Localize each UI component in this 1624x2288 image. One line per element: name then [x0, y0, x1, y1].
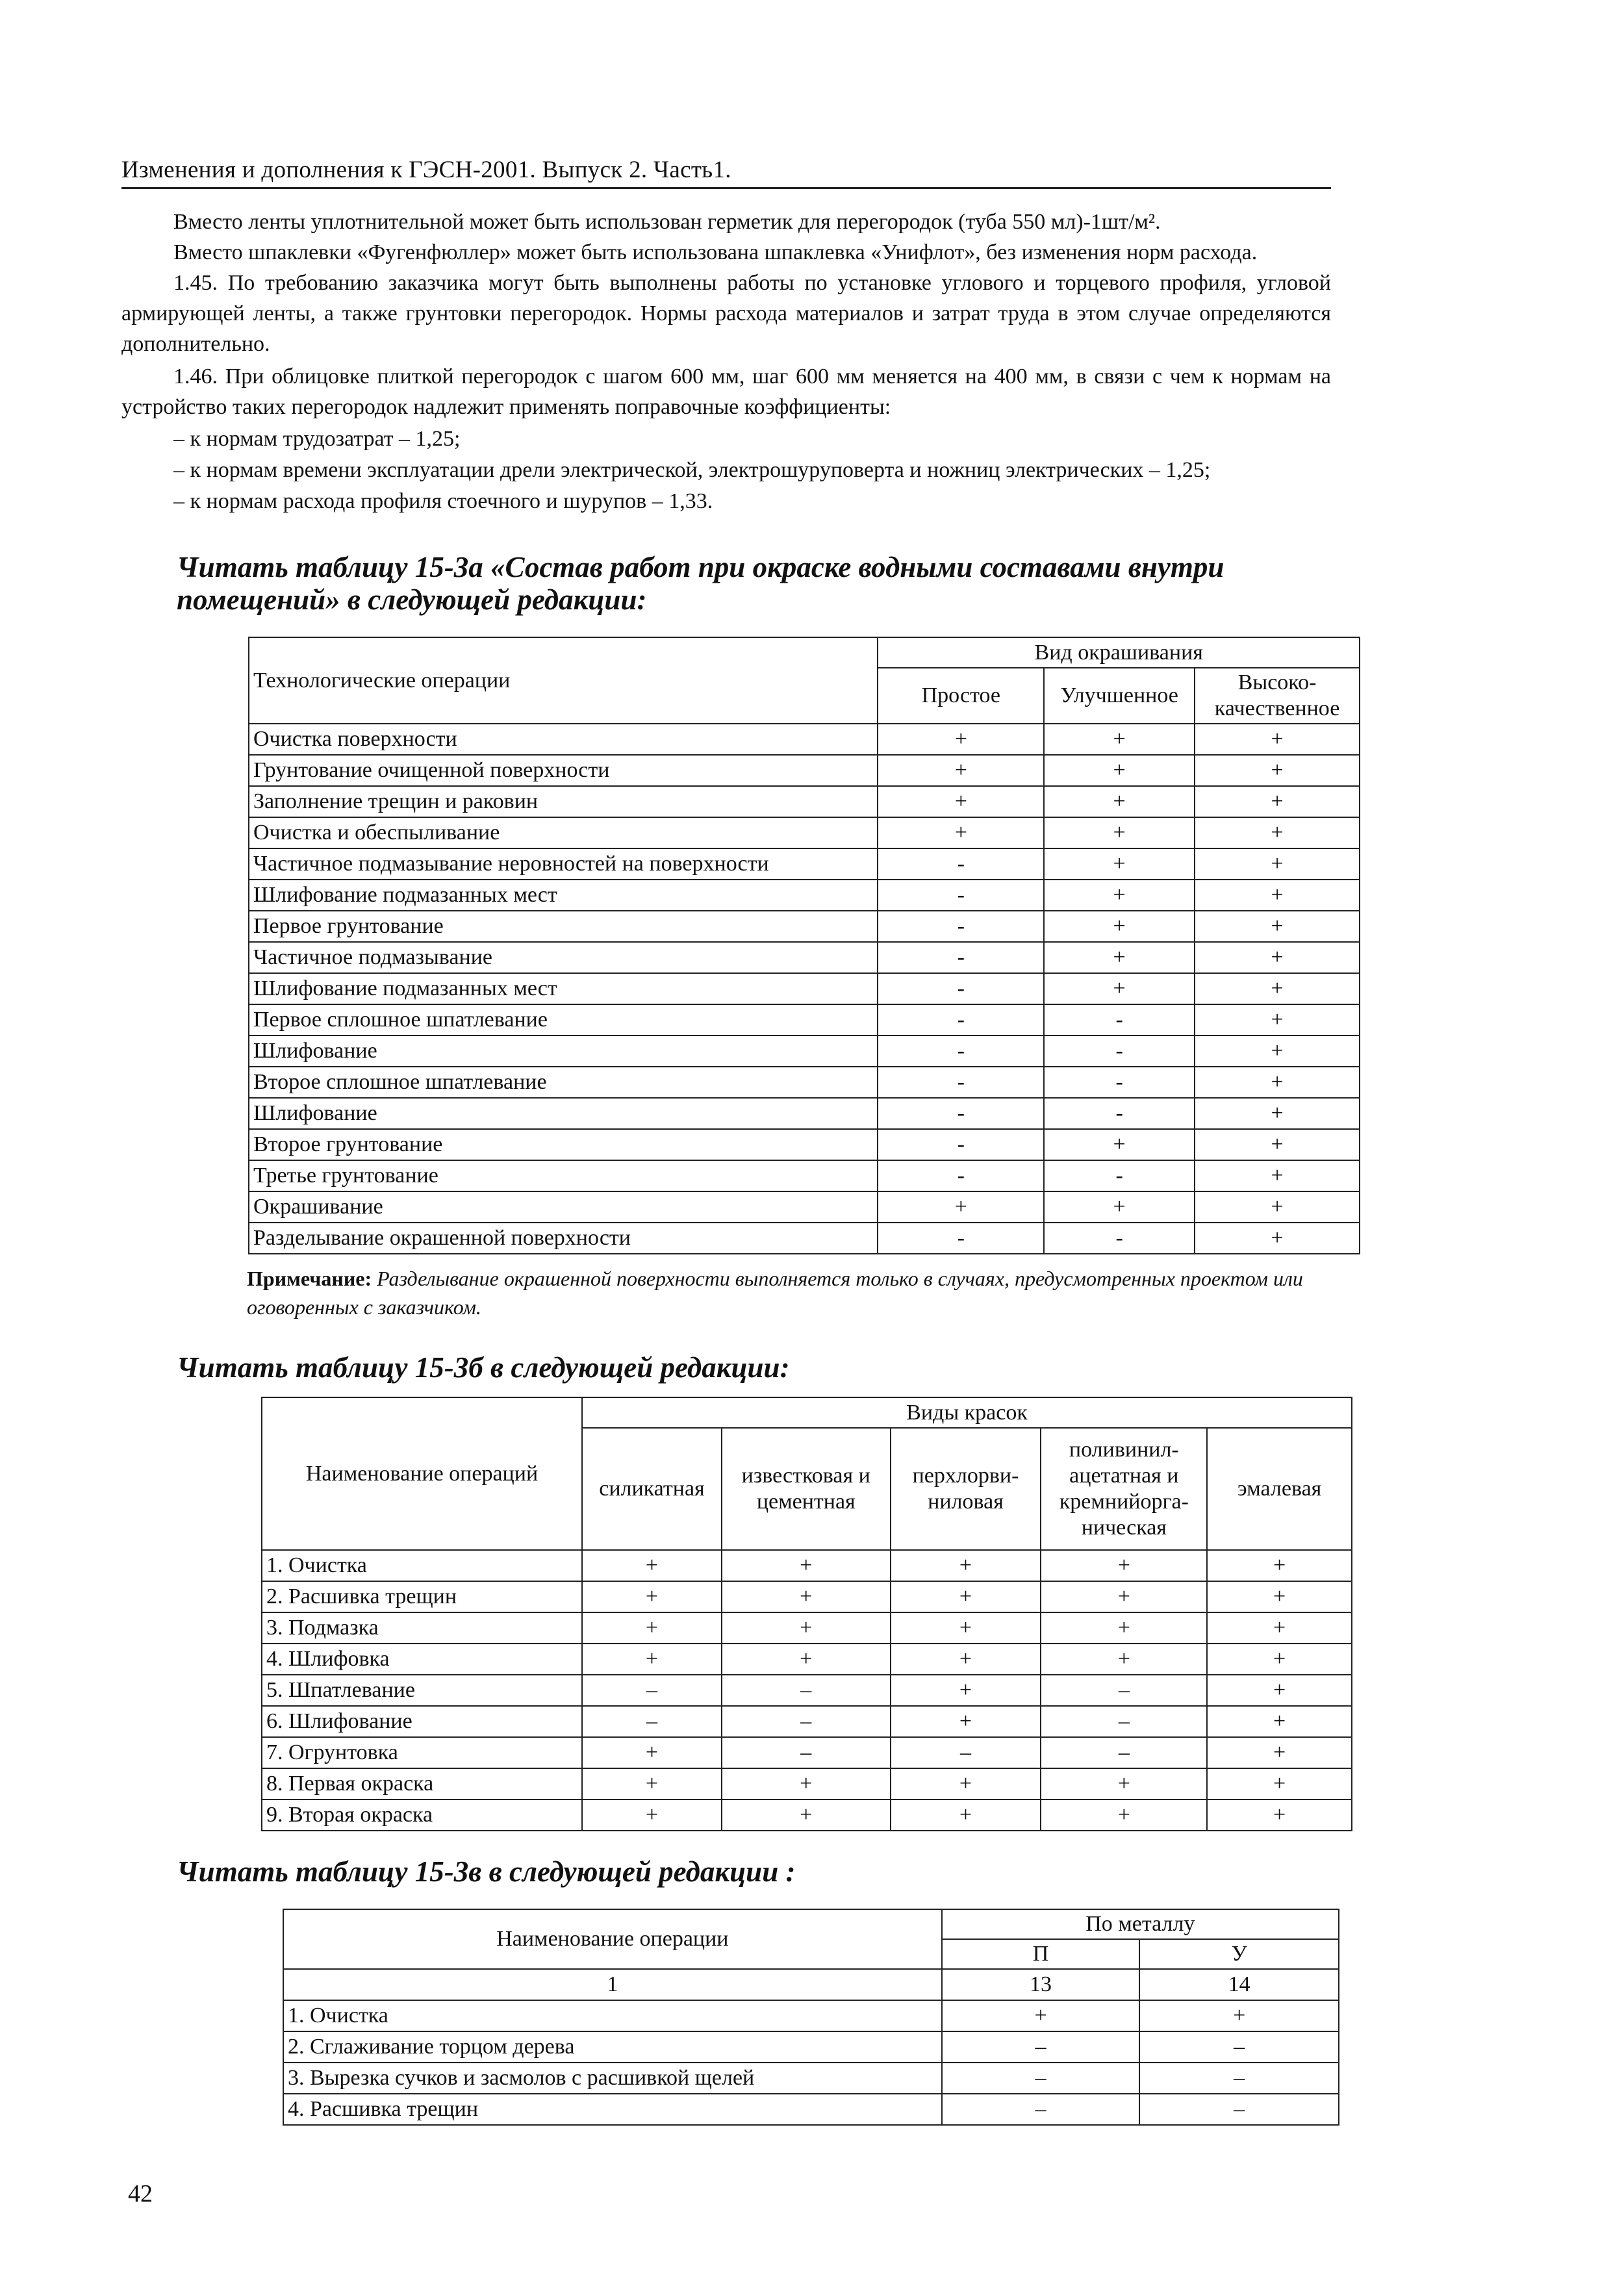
row-mark: + — [891, 1612, 1041, 1644]
row-operation-name: 4. Шлифовка — [262, 1644, 582, 1675]
row-mark: + — [582, 1644, 722, 1675]
paragraph-1-46: 1.46. При облицовке плиткой перегородок с шагом 600 мм, шаг 600 мм меняется на 400 мм, в связи с чем к нормам на устройство таких перегородок надлежит применять поправочные коэффициенты: — [121, 364, 1331, 419]
table-row — [249, 848, 1360, 880]
row-mark: + — [582, 1550, 722, 1581]
row-mark: + — [1044, 973, 1195, 1004]
row-mark: + — [722, 1799, 891, 1831]
table-row — [249, 1160, 1360, 1191]
row-mark: - — [1044, 1098, 1195, 1129]
row-operation-name: Шлифование подмазанных мест — [249, 880, 878, 911]
table-row — [262, 1550, 1352, 1581]
table-row — [249, 755, 1360, 786]
row-mark: + — [582, 1737, 722, 1768]
row-mark: – — [722, 1706, 891, 1737]
page-number: 42 — [128, 2180, 153, 2207]
table-row — [249, 1191, 1360, 1223]
table-c-number: 13 — [942, 1969, 1140, 2000]
row-mark: + — [722, 1581, 891, 1612]
row-operation-name: 5. Шпатлевание — [262, 1675, 582, 1706]
row-mark: – — [891, 1737, 1041, 1768]
bullet-labor: – к нормам трудозатрат – 1,25; — [173, 427, 461, 451]
row-mark: + — [1195, 1004, 1360, 1036]
row-mark: + — [891, 1706, 1041, 1737]
table-a-heading: Читать таблицу 15-3а «Состав работ при окраске водными составами внутри помещений» в следующей редакции: — [177, 551, 1224, 616]
row-mark: – — [1041, 1737, 1207, 1768]
row-mark: + — [1195, 1223, 1360, 1254]
row-mark: + — [1044, 848, 1195, 880]
table-row — [283, 2000, 1339, 2031]
row-operation-name: Окрашивание — [249, 1191, 878, 1223]
row-operation-name: 2. Расшивка трещин — [262, 1581, 582, 1612]
table-c-group-header: По металлу — [942, 1909, 1339, 1939]
row-operation-name: Частичное подмазывание неровностей на поверхности — [249, 848, 878, 880]
row-mark: – — [722, 1675, 891, 1706]
table-row — [249, 973, 1360, 1004]
table-row — [283, 2063, 1339, 2094]
row-mark: + — [1207, 1737, 1352, 1768]
row-mark: + — [1207, 1612, 1352, 1644]
note-label: Примечание: — [247, 1267, 372, 1290]
row-mark: + — [1195, 880, 1360, 911]
bullet-profile: – к нормам расхода профиля стоечного и шурупов – 1,33. — [173, 489, 713, 513]
row-mark: – — [1041, 1675, 1207, 1706]
row-mark: - — [878, 1098, 1044, 1129]
table-c-col-header: Наименование операции — [283, 1909, 942, 1969]
row-operation-name: Очистка и обеспыливание — [249, 817, 878, 848]
row-operation-name: Шлифование — [249, 1098, 878, 1129]
row-mark: + — [722, 1612, 891, 1644]
table-row — [262, 1581, 1352, 1612]
row-operation-name: 7. Огрунтовка — [262, 1737, 582, 1768]
table-b-col-header: Наименование операций — [262, 1397, 582, 1550]
table-b-subheader: известковая и цементная — [722, 1428, 891, 1550]
table-c-heading: Читать таблицу 15-3в в следующей редакции : — [177, 1855, 796, 1888]
table-row — [262, 1768, 1352, 1799]
row-mark: + — [1207, 1675, 1352, 1706]
table-b-subheader: эмалевая — [1207, 1428, 1352, 1550]
row-mark: + — [1041, 1550, 1207, 1581]
row-mark: – — [582, 1675, 722, 1706]
row-mark: + — [1195, 848, 1360, 880]
row-operation-name: Грунтование очищенной поверхности — [249, 755, 878, 786]
row-mark: + — [1041, 1581, 1207, 1612]
note-text: Разделывание окрашенной поверхности выполняется только в случаях, предусмотренных проектом или оговоренных с заказчиком. — [247, 1267, 1303, 1319]
row-operation-name: 9. Вторая окраска — [262, 1799, 582, 1831]
row-mark: + — [1044, 880, 1195, 911]
row-operation-name: Второе сплошное шпатлевание — [249, 1067, 878, 1098]
row-operation-name: Шлифование подмазанных мест — [249, 973, 878, 1004]
row-mark: + — [1041, 1768, 1207, 1799]
table-c-number: 14 — [1139, 1969, 1339, 2000]
row-operation-name: 1. Очистка — [262, 1550, 582, 1581]
row-mark: + — [582, 1768, 722, 1799]
row-mark: + — [1195, 786, 1360, 817]
row-mark: + — [1041, 1612, 1207, 1644]
row-mark: + — [582, 1581, 722, 1612]
row-mark: + — [1195, 911, 1360, 942]
row-mark: - — [878, 942, 1044, 973]
row-mark: – — [722, 1737, 891, 1768]
table-c-subheader: У — [1139, 1939, 1339, 1969]
table-a-subheader: Улучшенное — [1044, 668, 1195, 724]
row-mark: + — [1195, 1129, 1360, 1160]
table-b-subheader: поливинил-ацетатная и кремнийорга-ническая — [1041, 1428, 1207, 1550]
paragraph-putty: Вместо шпаклевки «Фугенфюллер» может быть использована шпаклевка «Унифлот», без изменения норм расхода. — [173, 240, 1258, 264]
row-mark: - — [878, 1129, 1044, 1160]
row-operation-name: Частичное подмазывание — [249, 942, 878, 973]
row-operation-name: Шлифование — [249, 1036, 878, 1067]
row-mark: + — [1195, 973, 1360, 1004]
table-row — [249, 1223, 1360, 1254]
bullet-equipment: – к нормам времени эксплуатации дрели электрической, электрошуруповерта и ножниц электрических – 1,25; — [173, 458, 1211, 482]
table-15-3a — [248, 637, 1360, 1254]
row-operation-name: Заполнение трещин и раковин — [249, 786, 878, 817]
row-mark: + — [1207, 1644, 1352, 1675]
table-a-subheader: Простое — [878, 668, 1044, 724]
table-b-heading: Читать таблицу 15-3б в следующей редакции: — [177, 1351, 790, 1384]
row-operation-name: 8. Первая окраска — [262, 1768, 582, 1799]
running-header: Изменения и дополнения к ГЭСН-2001. Выпуск 2. Часть1. — [121, 153, 1331, 189]
row-mark: + — [878, 817, 1044, 848]
table-row — [249, 911, 1360, 942]
table-row — [283, 2094, 1339, 2125]
table-row — [262, 1675, 1352, 1706]
row-mark: + — [1195, 1067, 1360, 1098]
table-row — [262, 1737, 1352, 1768]
table-row — [249, 1004, 1360, 1036]
row-mark: + — [1207, 1581, 1352, 1612]
row-mark: + — [1195, 755, 1360, 786]
row-mark: + — [1041, 1644, 1207, 1675]
table-a-subheader: Высоко-качественное — [1195, 668, 1360, 724]
row-operation-name: 3. Подмазка — [262, 1612, 582, 1644]
row-mark: + — [1195, 1036, 1360, 1067]
table-a-group-header: Вид окрашивания — [878, 637, 1360, 668]
table-row — [249, 942, 1360, 973]
row-mark: - — [878, 1004, 1044, 1036]
table-row — [262, 1644, 1352, 1675]
row-operation-name: 2. Сглаживание торцом дерева — [283, 2031, 942, 2063]
row-mark: + — [1044, 817, 1195, 848]
row-mark: + — [722, 1768, 891, 1799]
row-mark: - — [878, 1036, 1044, 1067]
row-mark: - — [1044, 1036, 1195, 1067]
table-b-subheader: силикатная — [582, 1428, 722, 1550]
row-operation-name: 1. Очистка — [283, 2000, 942, 2031]
row-mark: + — [878, 724, 1044, 755]
row-mark: – — [1139, 2063, 1339, 2094]
row-mark: + — [891, 1581, 1041, 1612]
row-mark: + — [891, 1644, 1041, 1675]
row-mark: + — [878, 1191, 1044, 1223]
row-operation-name: Второе грунтование — [249, 1129, 878, 1160]
row-mark: + — [582, 1799, 722, 1831]
row-operation-name: 3. Вырезка сучков и засмолов с расшивкой щелей — [283, 2063, 942, 2094]
table-row — [283, 2031, 1339, 2063]
row-mark: + — [1207, 1550, 1352, 1581]
row-mark: – — [1139, 2094, 1339, 2125]
row-mark: + — [1044, 1191, 1195, 1223]
row-mark: + — [1195, 817, 1360, 848]
row-mark: - — [878, 911, 1044, 942]
table-row — [249, 1129, 1360, 1160]
row-mark: + — [891, 1675, 1041, 1706]
row-operation-name: 4. Расшивка трещин — [283, 2094, 942, 2125]
table-15-3v — [283, 1909, 1339, 2126]
row-mark: - — [878, 1223, 1044, 1254]
table-row — [249, 880, 1360, 911]
table-row — [249, 1098, 1360, 1129]
row-mark: – — [942, 2031, 1140, 2063]
table-row — [249, 817, 1360, 848]
table-15-3b — [261, 1397, 1352, 1831]
row-mark: + — [1139, 2000, 1339, 2031]
paragraph-1-45: 1.45. По требованию заказчика могут быть выполнены работы по установке углового и торцевого профиля, угловой армирующей ленты, а также грунтовки перегородок. Нормы расхода материалов и затрат труда в этом случае определяются дополнительно. — [121, 271, 1331, 356]
table-row — [262, 1706, 1352, 1737]
row-mark: + — [1195, 724, 1360, 755]
row-mark: - — [1044, 1067, 1195, 1098]
row-operation-name: Третье грунтование — [249, 1160, 878, 1191]
row-mark: + — [878, 786, 1044, 817]
row-mark: + — [1207, 1706, 1352, 1737]
row-mark: + — [1044, 942, 1195, 973]
table-row — [249, 786, 1360, 817]
row-mark: + — [1207, 1799, 1352, 1831]
row-operation-name: 6. Шлифование — [262, 1706, 582, 1737]
row-mark: - — [878, 1067, 1044, 1098]
row-mark: + — [1044, 786, 1195, 817]
table-row — [262, 1799, 1352, 1831]
table-row — [249, 1036, 1360, 1067]
row-mark: – — [582, 1706, 722, 1737]
row-mark: + — [1044, 1129, 1195, 1160]
row-mark: - — [1044, 1004, 1195, 1036]
row-operation-name: Первое грунтование — [249, 911, 878, 942]
row-mark: - — [1044, 1223, 1195, 1254]
row-mark: + — [891, 1768, 1041, 1799]
row-mark: + — [891, 1550, 1041, 1581]
row-mark: + — [722, 1644, 891, 1675]
table-a-col-header: Технологические операции — [249, 637, 878, 724]
row-mark: – — [1041, 1706, 1207, 1737]
row-mark: - — [1044, 1160, 1195, 1191]
row-mark: + — [942, 2000, 1140, 2031]
row-mark: + — [1041, 1799, 1207, 1831]
row-mark: + — [1044, 911, 1195, 942]
row-mark: + — [1195, 1160, 1360, 1191]
row-mark: - — [878, 848, 1044, 880]
row-operation-name: Первое сплошное шпатлевание — [249, 1004, 878, 1036]
table-c-subheader: П — [942, 1939, 1140, 1969]
table-b-subheader: перхлорви-ниловая — [891, 1428, 1041, 1550]
row-mark: + — [1195, 942, 1360, 973]
row-mark: + — [1044, 724, 1195, 755]
row-mark: + — [878, 755, 1044, 786]
table-c-number: 1 — [283, 1969, 942, 2000]
row-mark: – — [1139, 2031, 1339, 2063]
row-operation-name: Очистка поверхности — [249, 724, 878, 755]
table-a-note — [247, 1264, 1341, 1321]
row-mark: - — [878, 880, 1044, 911]
paragraph-sealant: Вместо ленты уплотнительной может быть использован герметик для перегородок (туба 550 мл)-1шт/м². — [173, 210, 1161, 234]
row-mark: – — [942, 2063, 1140, 2094]
table-row — [249, 1067, 1360, 1098]
table-b-group-header: Виды красок — [582, 1397, 1352, 1428]
row-mark: + — [722, 1550, 891, 1581]
row-operation-name: Разделывание окрашенной поверхности — [249, 1223, 878, 1254]
row-mark: - — [878, 973, 1044, 1004]
row-mark: + — [891, 1799, 1041, 1831]
row-mark: - — [878, 1160, 1044, 1191]
row-mark: + — [1207, 1768, 1352, 1799]
row-mark: + — [1195, 1191, 1360, 1223]
row-mark: – — [942, 2094, 1140, 2125]
row-mark: + — [1044, 755, 1195, 786]
table-row — [249, 724, 1360, 755]
row-mark: + — [1195, 1098, 1360, 1129]
row-mark: + — [582, 1612, 722, 1644]
table-row — [262, 1612, 1352, 1644]
